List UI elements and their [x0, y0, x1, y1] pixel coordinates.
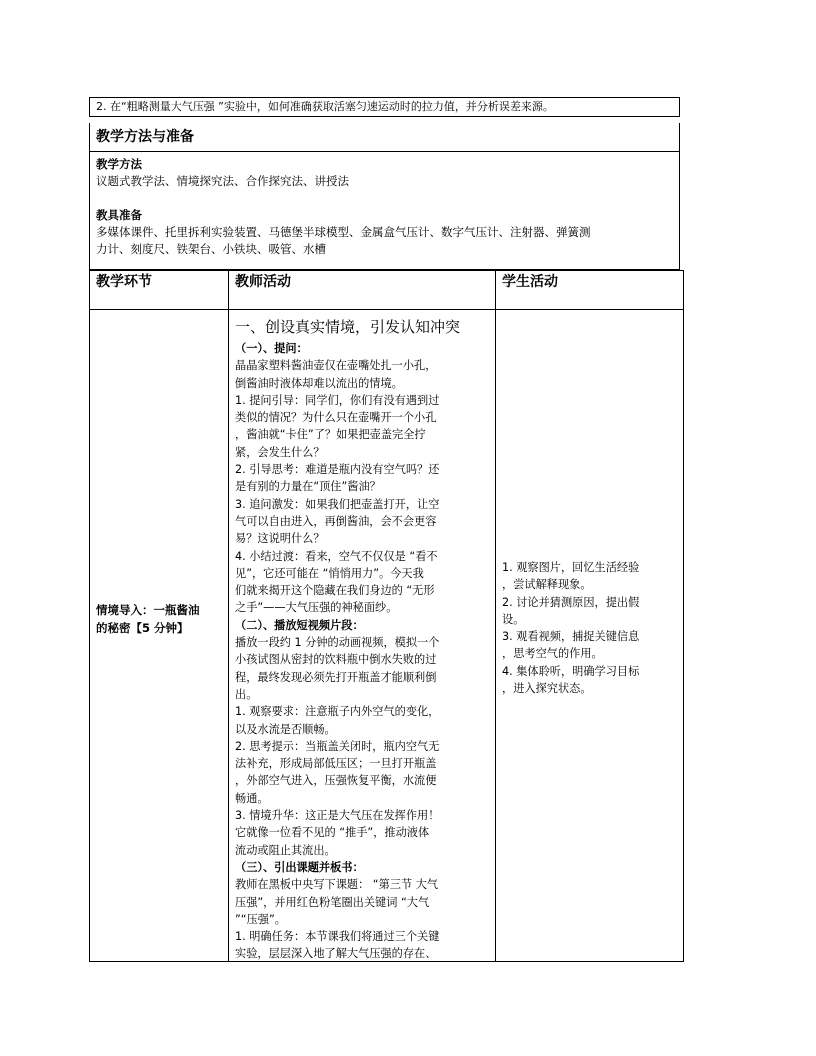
methods-section [89, 123, 680, 270]
lesson-table [89, 270, 684, 962]
teacher-line: 1. 观察要求：注意瓶子内外空气的变化， [235, 705, 440, 719]
teacher-line: 它就像一位看不见的 “推手”，推动液体 [235, 826, 430, 840]
teacher-line: 见”，它还可能在 “悄悄用力”。今天我 [235, 566, 424, 580]
teacher-line: 3. 追问激发：如果我们把壶盖打开，让空 [235, 497, 440, 511]
student-activity-cell [496, 310, 684, 962]
teacher-line: 法补充，形成局部低压区；一旦打开瓶盖 [235, 757, 437, 771]
teacher-line: 1. 明确任务：本节课我们将通过三个关键 [235, 930, 440, 944]
teacher-line: 实验，层层深入地了解大气压强的存在、 [235, 947, 437, 961]
tools-label: 教具准备 [96, 208, 142, 222]
student-line: 设。 [502, 612, 525, 626]
student-line: 3. 观看视频，捕捉关键信息 [502, 630, 640, 644]
document-page [89, 97, 680, 962]
teacher-line: 倒酱油时液体却难以流出的情境。 [235, 376, 403, 390]
teacher-line: 播放一段约 1 分钟的动画视频，模拟一个 [235, 636, 440, 650]
teacher-line: 3. 情境升华：这正是大气压在发挥作用！ [235, 809, 440, 823]
student-line: ，进入探究状态。 [502, 682, 592, 696]
teacher-line: 出。 [235, 687, 258, 701]
tools-text-line2: 力计、刻度尺、铁架台、小铁块、吸管、水槽 [96, 242, 326, 256]
question-row [89, 97, 680, 117]
segment-label: 情境导入：一瓶酱油 的秘密【5 分钟】 [96, 603, 200, 635]
table-header-row [90, 271, 684, 310]
teacher-line: 程，最终发现必须先打开瓶盖才能顺利倒 [235, 670, 437, 684]
teacher-line: 易？这说明什么？ [235, 532, 325, 546]
tools-text-line1: 多媒体课件、托里拆利实验装置、马德堡半球模型、金属盒气压计、数字气压计、注射器、弹簧测 [96, 225, 591, 239]
segment-cell [90, 310, 229, 962]
teacher-line: 流动或阻止其流出。 [235, 843, 336, 857]
teacher-activity [229, 310, 495, 961]
method-text: 议题式教学法、情境探究法、合作探究法、讲授法 [96, 174, 349, 188]
student-line: 1. 观察图片，回忆生活经验 [502, 561, 640, 574]
teacher-line: 以及水流是否顺畅。 [235, 722, 336, 736]
header-cell-teacher: 教师活动 [229, 271, 496, 310]
methods-body [90, 152, 679, 258]
teacher-line: 2. 引导思考：难道是瓶内没有空气吗？还 [235, 463, 440, 477]
teacher-line: （二）、播放短视频片段： [235, 618, 364, 632]
teacher-line: 小孩试图从密封的饮料瓶中倒水失败的过 [235, 653, 437, 667]
teacher-line: ，外部空气进入，压强恢复平衡，水流便 [235, 774, 437, 788]
teacher-line: ，酱油就“卡住”了？如果把壶盖完全拧 [235, 428, 426, 442]
teacher-line: 们就来揭开这个隐藏在我们身边的 “无形 [235, 584, 435, 598]
teacher-line: 2. 思考提示：当瓶盖关闭时，瓶内空气无 [235, 739, 440, 753]
student-line: 2. 讨论并猜测原因，提出假 [502, 595, 640, 609]
teacher-line: 压强”，并用红色粉笔圈出关键词 “大气 [235, 895, 430, 909]
student-line: ，思考空气的作用。 [502, 647, 603, 661]
table-row [90, 310, 684, 962]
teacher-line: 教师在黑板中央写下课题： “第三节 大气 [235, 878, 439, 892]
student-line: ，尝试解释现象。 [502, 578, 592, 592]
teacher-line: ”“压强”。 [235, 912, 286, 926]
header-cell-segment: 教学环节 [90, 271, 229, 310]
teacher-line: （三）、引出课题并板书： [235, 860, 364, 874]
section-heading: 教学方法与准备 [90, 123, 679, 152]
teacher-title: 一、创设真实情境，引发认知冲突 [235, 318, 461, 336]
teacher-line: （一）、提问： [235, 342, 308, 355]
student-activity [502, 559, 674, 697]
teacher-line: 晶晶家塑料酱油壶仅在壶嘴处扎一小孔， [235, 359, 437, 373]
teacher-line: 紧，会发生什么？ [235, 445, 325, 459]
teacher-line: 是有别的力量在“顶住”酱油？ [235, 480, 381, 494]
teacher-line: 1. 提问引导：同学们，你们有没有遇到过 [235, 393, 440, 407]
teacher-line: 类似的情况？为什么只在壶嘴开一个小孔 [235, 411, 437, 425]
teacher-line: 气可以自由进入，再倒酱油，会不会更容 [235, 514, 437, 528]
teacher-line: 4. 小结过渡：看来，空气不仅仅是 “看不 [235, 549, 438, 563]
method-label: 教学方法 [96, 157, 142, 171]
question-text: 2. 在“粗略测量大气压强 ”实验中，如何准确获取活塞匀速运动时的拉力值，并分析误差来源。 [96, 100, 554, 113]
teacher-line: 之手”——大气压强的神秘面纱。 [235, 601, 398, 615]
teacher-line: 畅通。 [235, 791, 269, 805]
teacher-activity-cell [229, 310, 496, 962]
header-cell-students: 学生活动 [496, 271, 684, 310]
student-line: 4. 集体聆听，明确学习目标 [502, 664, 640, 678]
